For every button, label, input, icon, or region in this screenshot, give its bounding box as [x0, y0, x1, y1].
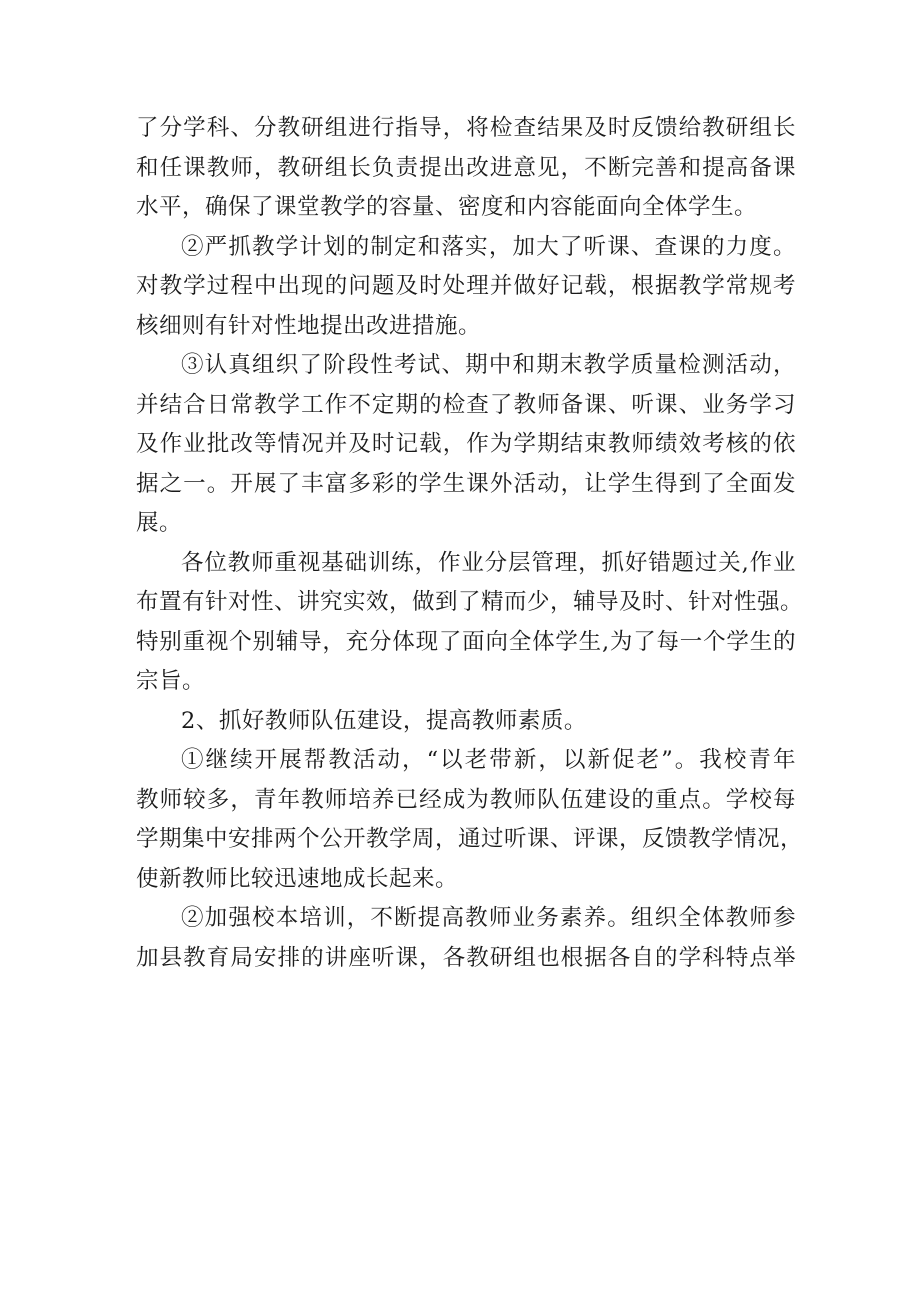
text-line: 宗旨。 [136, 668, 206, 694]
paragraph [136, 899, 796, 978]
text-line: 展。 [136, 510, 183, 536]
paragraph [136, 741, 804, 899]
text-line: 水平，确保了课堂教学的容量、密度和内容能面向全体学生。 [136, 194, 758, 220]
document-body [136, 109, 804, 978]
text-line: 和任课教师，教研组长负责提出改进意见，不断完善和提高备课 [136, 154, 796, 181]
text-line: ③认真组织了阶段性考试、期中和期末教学质量检测活动， [181, 352, 796, 378]
paragraph [136, 346, 796, 544]
text-line: 对教学过程中出现的问题及时处理并做好记载，根据教学常规考 [136, 273, 796, 299]
text-line: 加县教育局安排的讲座听课，各教研组也根据各自的学科特点举 [136, 944, 796, 971]
text-line: 特别重视个别辅导，充分体现了面向全体学生,为了每一个学生的 [136, 628, 796, 655]
text-line: 学期集中安排两个公开教学周，通过听课、评课，反馈教学情况， [136, 826, 804, 852]
text-line: ①继续开展帮教活动，“以老带新，以新促老”。我校青年 [181, 747, 796, 773]
section-heading [136, 702, 796, 742]
paragraph [136, 109, 796, 228]
text-line: 各位教师重视基础训练，作业分层管理，抓好错题过关,作业 [181, 549, 796, 576]
text-line: 布置有针对性、讲究实效，做到了精而少，辅导及时、针对性强。 [136, 589, 804, 615]
text-line: 并结合日常教学工作不定期的检查了教师备课、听课、业务学习 [136, 391, 796, 418]
text-line: ②加强校本培训，不断提高教师业务素养。组织全体教师参 [181, 905, 796, 931]
text-line: 教师较多，青年教师培养已经成为教师队伍建设的重点。学校每 [136, 786, 796, 813]
text-line: 据之一。开展了丰富多彩的学生课外活动，让学生得到了全面发 [136, 470, 796, 497]
paragraph [136, 544, 804, 702]
text-line: 及作业批改等情况并及时记载，作为学期结束教师绩效考核的依 [136, 431, 796, 457]
text-line: 核细则有针对性地提出改进措施。 [136, 312, 482, 339]
paragraph [136, 228, 796, 347]
text-line: ②严抓教学计划的制定和落实，加大了听课、查课的力度。 [181, 233, 796, 260]
text-line: 使新教师比较迅速地成长起来。 [136, 865, 459, 892]
text-line: 2、抓好教师队伍建设，提高教师素质。 [181, 707, 587, 734]
text-line: 了分学科、分教研组进行指导，将检查结果及时反馈给教研组长 [136, 115, 796, 141]
